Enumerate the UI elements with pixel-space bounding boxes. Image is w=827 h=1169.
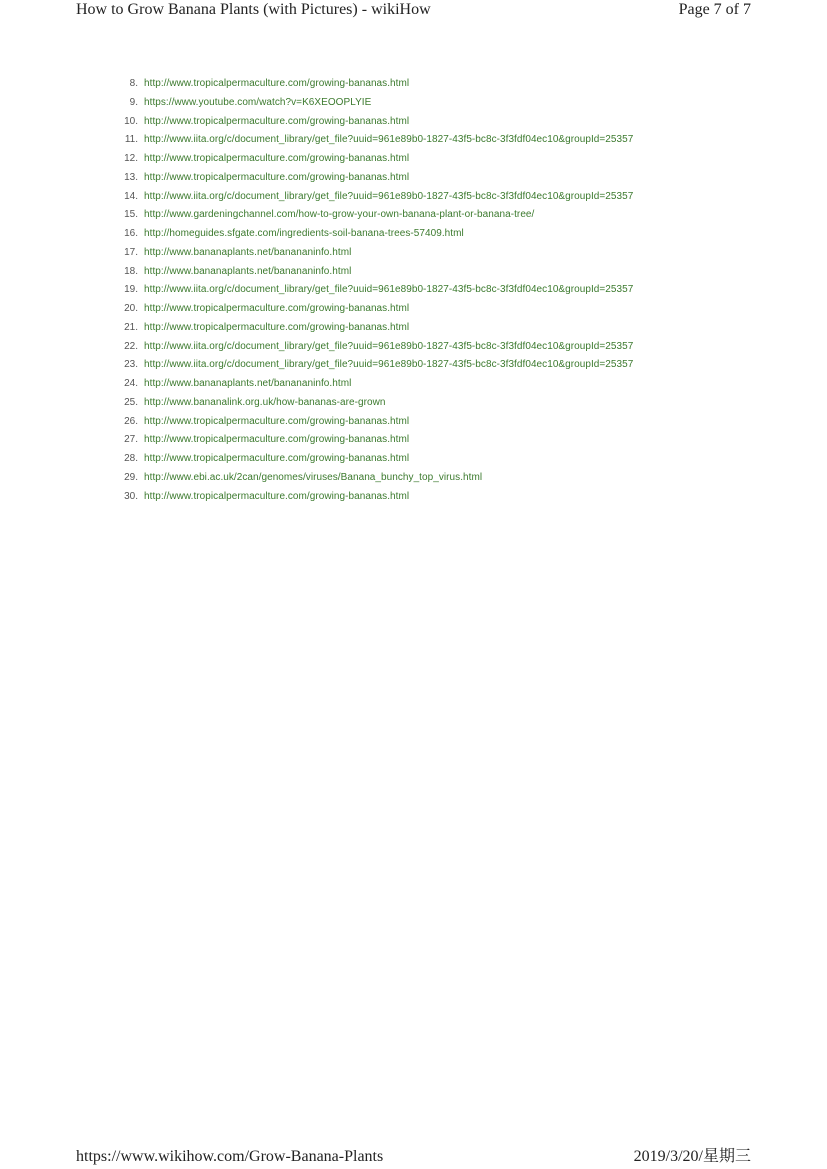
reference-link[interactable]: http://www.bananaplants.net/banananinfo.html	[144, 378, 352, 389]
reference-item	[0, 319, 827, 338]
reference-number: 9.	[129, 96, 138, 108]
reference-link[interactable]: http://www.iita.org/c/document_library/get_file?uuid=961e89b0-1827-43f5-bc8c-3f3fdf04ec10&groupId=25357	[144, 340, 634, 352]
reference-number: 10.	[124, 115, 138, 127]
reference-item	[0, 113, 827, 132]
print-header	[0, 0, 827, 22]
reference-link[interactable]: http://www.bananaplants.net/banananinfo.html	[144, 265, 352, 277]
reference-item	[0, 356, 827, 375]
reference-link[interactable]: http://homeguides.sfgate.com/ingredients-soil-banana-trees-57409.html	[144, 228, 464, 239]
reference-link[interactable]: http://www.bananalink.org.uk/how-bananas-are-grown	[144, 396, 386, 408]
reference-item	[0, 450, 827, 469]
reference-link[interactable]: http://www.iita.org/c/document_library/get_file?uuid=961e89b0-1827-43f5-bc8c-3f3fdf04ec10&groupId=25357	[144, 190, 634, 202]
footer-url: https://www.wikihow.com/Grow-Banana-Plants	[76, 1148, 384, 1165]
reference-number: 28.	[124, 453, 138, 464]
reference-item	[0, 188, 827, 207]
reference-number: 17.	[124, 246, 138, 258]
reference-item	[0, 244, 827, 263]
reference-link[interactable]: http://www.tropicalpermaculture.com/growing-bananas.html	[144, 321, 410, 333]
reference-number: 23.	[124, 359, 138, 371]
reference-link[interactable]: http://www.tropicalpermaculture.com/growing-bananas.html	[144, 78, 410, 89]
reference-number: 11.	[124, 134, 138, 146]
reference-item	[0, 150, 827, 169]
reference-item	[0, 338, 827, 357]
reference-number: 14.	[124, 190, 138, 202]
reference-item	[0, 488, 827, 507]
references-list	[0, 75, 827, 506]
reference-link[interactable]: http://www.bananaplants.net/banananinfo.html	[144, 246, 352, 258]
reference-number: 21.	[124, 321, 138, 333]
reference-number: 12.	[124, 153, 138, 164]
reference-item	[0, 225, 827, 244]
reference-number: 25.	[124, 396, 138, 408]
reference-item	[0, 431, 827, 450]
reference-number: 29.	[124, 471, 138, 483]
reference-link[interactable]: http://www.iita.org/c/document_library/get_file?uuid=961e89b0-1827-43f5-bc8c-3f3fdf04ec10&groupId=25357	[144, 359, 634, 371]
reference-number: 26.	[124, 415, 138, 427]
reference-item	[0, 169, 827, 188]
reference-number: 19.	[124, 284, 138, 296]
page-title: How to Grow Banana Plants (with Pictures) - wikiHow	[76, 1, 431, 18]
reference-link[interactable]: http://www.tropicalpermaculture.com/growing-bananas.html	[144, 115, 410, 127]
reference-link[interactable]: http://www.tropicalpermaculture.com/growing-bananas.html	[144, 153, 410, 164]
print-footer	[0, 1147, 827, 1169]
reference-number: 8.	[129, 78, 138, 89]
reference-item	[0, 206, 827, 225]
reference-link[interactable]: https://www.youtube.com/watch?v=K6XEOOPLYIE	[144, 96, 372, 108]
reference-number: 13.	[124, 171, 138, 183]
reference-link[interactable]: http://www.iita.org/c/document_library/get_file?uuid=961e89b0-1827-43f5-bc8c-3f3fdf04ec10&groupId=25357	[144, 284, 634, 296]
reference-item	[0, 263, 827, 282]
reference-link[interactable]: http://www.tropicalpermaculture.com/growing-bananas.html	[144, 490, 410, 502]
reference-number: 30.	[124, 490, 138, 502]
reference-number: 22.	[124, 340, 138, 352]
reference-number: 24.	[124, 378, 138, 389]
page-indicator: Page 7 of 7	[678, 1, 751, 18]
reference-item	[0, 94, 827, 113]
reference-link[interactable]: http://www.tropicalpermaculture.com/growing-bananas.html	[144, 434, 410, 446]
reference-item	[0, 394, 827, 413]
reference-item	[0, 413, 827, 432]
reference-link[interactable]: http://www.tropicalpermaculture.com/growing-bananas.html	[144, 303, 410, 314]
reference-number: 16.	[124, 228, 138, 239]
reference-item	[0, 300, 827, 319]
reference-link[interactable]: http://www.tropicalpermaculture.com/growing-bananas.html	[144, 415, 410, 427]
reference-link[interactable]: http://www.ebi.ac.uk/2can/genomes/viruses/Banana_bunchy_top_virus.html	[144, 471, 483, 483]
reference-item	[0, 75, 827, 94]
reference-item	[0, 131, 827, 150]
reference-number: 20.	[124, 303, 138, 314]
reference-item	[0, 375, 827, 394]
reference-link[interactable]: http://www.gardeningchannel.com/how-to-grow-your-own-banana-plant-or-banana-tree/	[144, 209, 535, 221]
footer-date: 2019/3/20/星期三	[633, 1148, 751, 1165]
reference-number: 15.	[124, 209, 138, 221]
reference-link[interactable]: http://www.tropicalpermaculture.com/growing-bananas.html	[144, 171, 410, 183]
reference-item	[0, 281, 827, 300]
reference-link[interactable]: http://www.iita.org/c/document_library/get_file?uuid=961e89b0-1827-43f5-bc8c-3f3fdf04ec10&groupId=25357	[144, 134, 634, 146]
reference-item	[0, 469, 827, 488]
reference-link[interactable]: http://www.tropicalpermaculture.com/growing-bananas.html	[144, 453, 410, 464]
reference-number: 18.	[124, 265, 138, 277]
reference-number: 27.	[124, 434, 138, 446]
